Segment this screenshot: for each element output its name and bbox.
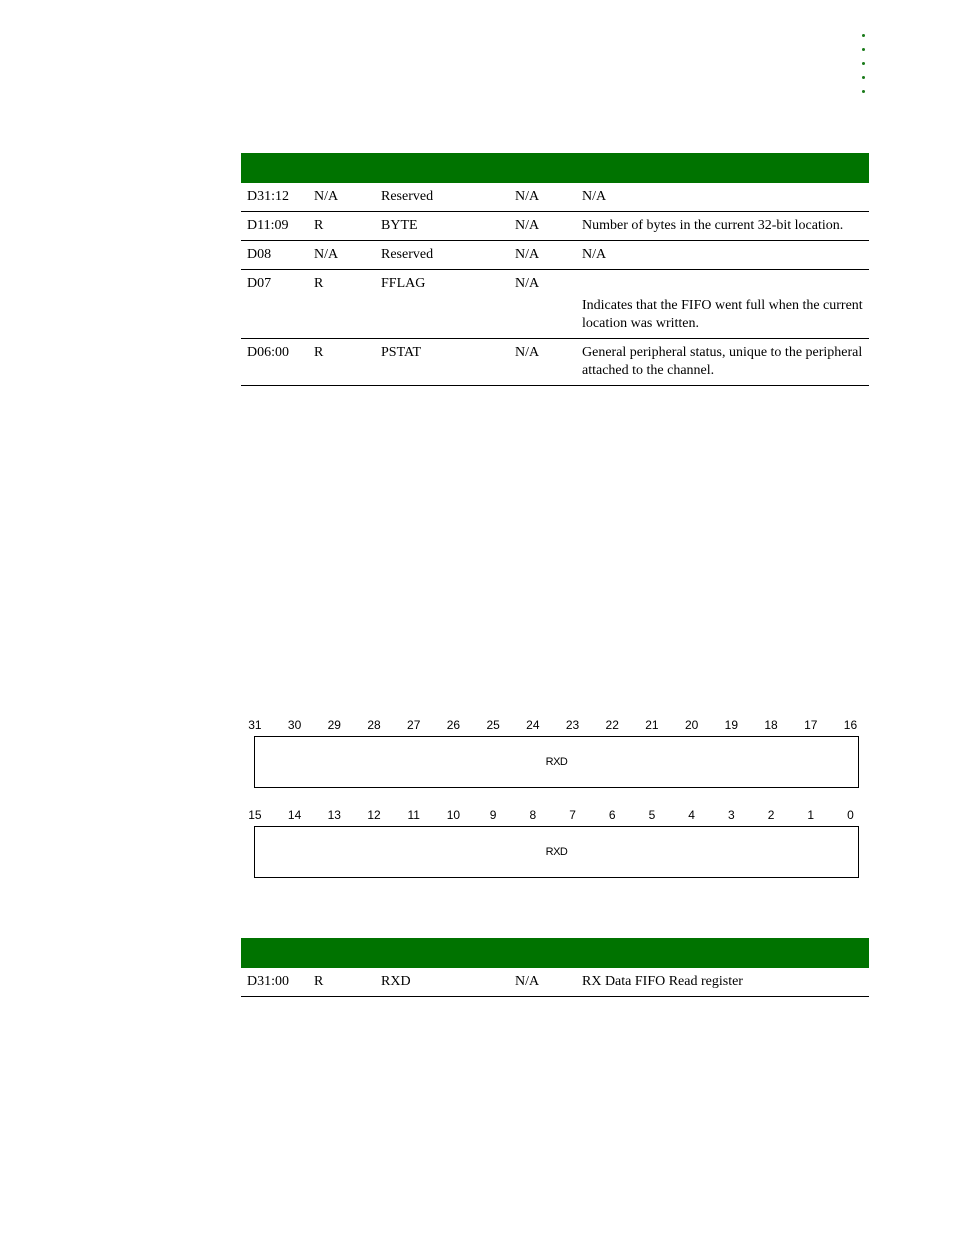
bit-number: 16 [843,718,858,732]
bit-number: 8 [529,808,537,822]
bits-cell: D06:00 [241,339,308,386]
bit-number: 10 [446,808,461,822]
upper-field-box [254,736,859,788]
access-cell: R [308,968,375,997]
reset-cell: N/A [509,241,576,270]
bit-number: 19 [724,718,739,732]
bit-number: 24 [526,718,540,732]
bit-number: 31 [248,718,262,732]
bit-number: 17 [804,718,818,732]
mnemonic-cell: RXD [375,968,509,997]
bits-cell: D07 [241,270,308,339]
bit-number: 29 [327,718,341,732]
description-cell: N/A [576,183,869,212]
table-row [241,968,869,997]
bit-number: 6 [608,808,616,822]
bit-number: 26 [446,718,461,732]
bit-number: 18 [764,718,778,732]
bit-number: 21 [645,718,659,732]
table-header [241,938,869,968]
access-cell: N/A [308,183,375,212]
description-text: Indicates that the FIFO went full when the current location was written. [582,298,863,331]
bits-cell: D11:09 [241,212,308,241]
mnemonic-cell: BYTE [375,212,509,241]
register-diagram [248,718,859,878]
table-row [241,183,869,212]
mnemonic-cell: Reserved [375,183,509,212]
bit-number: 13 [327,808,341,822]
bit-number: 11 [407,808,420,822]
field-label: RXD [545,756,568,768]
field-label: RXD [545,846,568,858]
dot [862,62,865,65]
mnemonic-cell: Reserved [375,241,509,270]
description-cell: RX Data FIFO Read register [576,968,869,997]
table-row [241,241,869,270]
bit-number: 30 [287,718,302,732]
table-row [241,270,869,339]
access-cell: N/A [308,241,375,270]
table-header [241,153,869,183]
reset-cell: N/A [509,212,576,241]
access-cell: R [308,270,375,339]
bits-cell: D31:00 [241,968,308,997]
bit-number: 14 [287,808,302,822]
bit-number: 25 [486,718,500,732]
upper-bit-numbers [248,718,859,736]
bit-number: 9 [489,808,497,822]
description-cell: N/A [576,241,869,270]
bit-number: 3 [728,808,735,822]
bit-number: 5 [648,808,656,822]
bit-number: 15 [248,808,262,822]
bit-number: 0 [847,808,854,822]
margin-dots [862,34,870,104]
bit-number: 20 [684,718,699,732]
access-cell: R [308,339,375,386]
mnemonic-cell: PSTAT [375,339,509,386]
mnemonic-cell: FFLAG [375,270,509,339]
bit-number: 4 [688,808,695,822]
description-cell [576,270,869,339]
lower-bit-numbers [248,808,859,826]
description-cell: Number of bytes in the current 32-bit location. [576,212,869,241]
status-register-table [241,153,869,386]
reset-cell: N/A [509,968,576,997]
bit-number: 22 [605,718,619,732]
reset-cell: N/A [509,339,576,386]
bit-number: 1 [807,808,815,822]
lower-field-box [254,826,859,878]
dot [862,90,865,93]
bits-cell: D08 [241,241,308,270]
reset-cell: N/A [509,270,576,339]
bit-number: 27 [407,718,421,732]
bit-number: 2 [767,808,775,822]
dot [862,76,865,79]
bit-number: 12 [367,808,381,822]
bits-cell: D31:12 [241,183,308,212]
bit-number: 7 [569,808,576,822]
access-cell: R [308,212,375,241]
rx-data-register-table [241,938,869,997]
reset-cell: N/A [509,183,576,212]
table-row [241,339,869,386]
dot [862,48,865,51]
bit-number: 23 [565,718,580,732]
bit-number: 28 [367,718,381,732]
description-cell: General peripheral status, unique to the peripheral attached to the channel. [576,339,869,386]
dot [862,34,865,37]
table-row [241,212,869,241]
